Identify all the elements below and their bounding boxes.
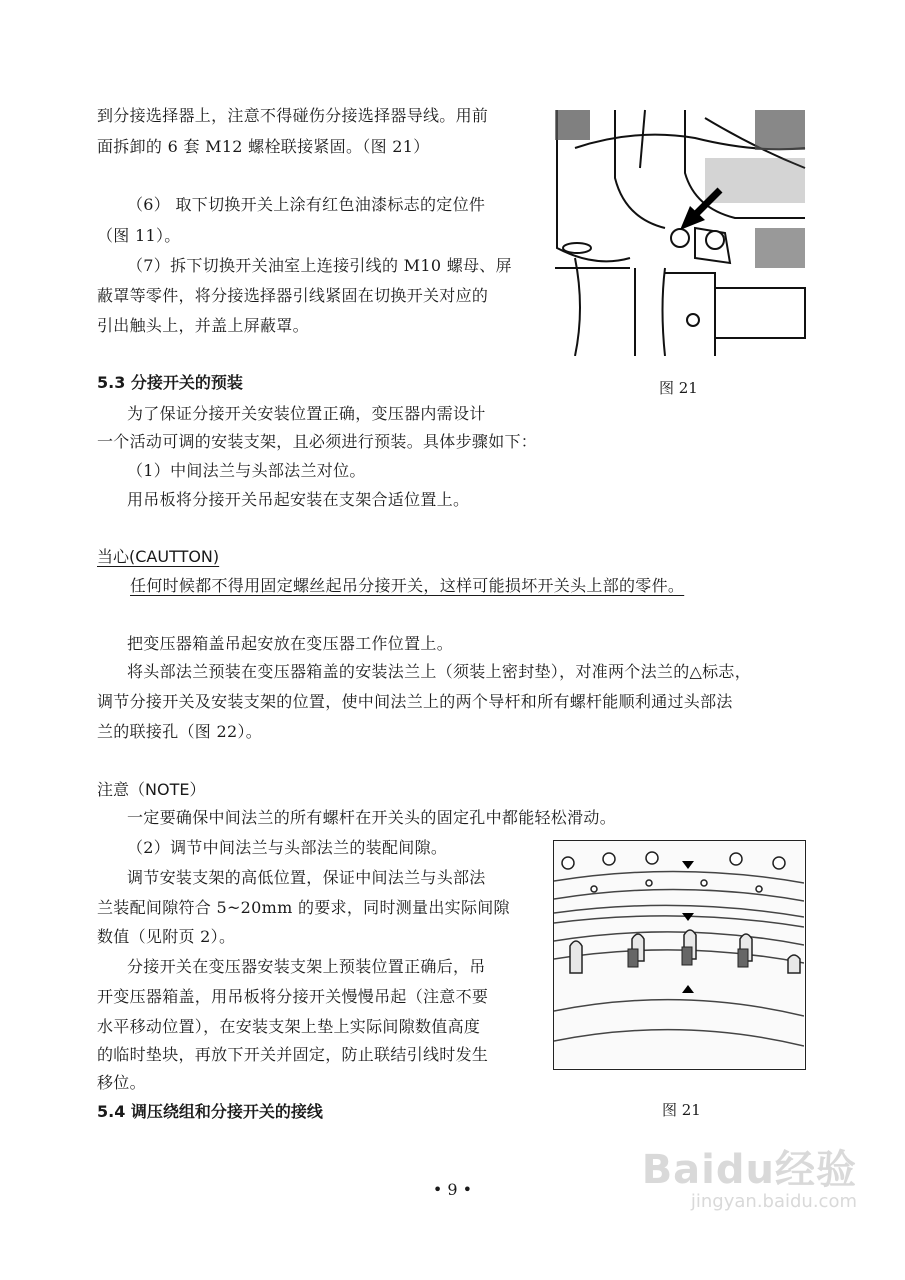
caution-text: 任何时候都不得用固定螺丝起吊分接开关，这样可能损坏开关头上部的零件。 — [130, 576, 685, 595]
paragraph-line: （图 11）。 — [97, 226, 181, 245]
paragraph-line: （6） 取下切换开关上涂有红色油漆标志的定位件 — [127, 195, 486, 214]
note-title: 注意（NOTE） — [97, 780, 206, 799]
watermark-logo: Baidu经验 — [641, 1147, 857, 1193]
paragraph-line: 水平移动位置），在安装支架上垫上实际间隙数值高度 — [97, 1017, 481, 1036]
paragraph-line: 数值（见附页 2）。 — [97, 927, 236, 946]
paragraph-line: 兰的联接孔（图 22）。 — [97, 722, 263, 741]
paragraph-line: 调节分接开关及安装支架的位置，使中间法兰上的两个导杆和所有螺杆能顺利通过头部法 — [97, 692, 733, 711]
figure-caption-top: 图 21 — [659, 379, 698, 397]
paragraph-line: 调节安装支架的高低位置，保证中间法兰与头部法 — [127, 868, 486, 887]
paragraph-line: 为了保证分接开关安装位置正确，变压器内需设计 — [127, 404, 486, 423]
paragraph-line: （7）拆下切换开关油室上连接引线的 M10 螺母、屏 — [127, 256, 512, 275]
paragraph-line: 把变压器箱盖吊起安放在变压器工作位置上。 — [127, 634, 454, 653]
paragraph-line: 的临时垫块，再放下开关并固定，防止联结引线时发生 — [97, 1045, 489, 1064]
flange-alignment-drawing — [554, 841, 804, 1068]
switch-assembly-drawing — [555, 108, 807, 356]
watermark-url: jingyan.baidu.com — [690, 1191, 857, 1212]
paragraph-line: （1）中间法兰与头部法兰对位。 — [127, 461, 366, 480]
paragraph-line: 用吊板将分接开关吊起安装在支架合适位置上。 — [127, 490, 470, 509]
paragraph-line: 移位。 — [97, 1073, 146, 1092]
paragraph-line: 分接开关在变压器安装支架上预装位置正确后，吊 — [127, 957, 486, 976]
paragraph-line: 开变压器箱盖，用吊板将分接开关慢慢吊起（注意不要 — [97, 987, 489, 1006]
page-number: • 9 • — [432, 1180, 473, 1199]
paragraph-line: （2）调节中间法兰与头部法兰的装配间隙。 — [127, 838, 448, 857]
paragraph-line: 引出触头上，并盖上屏蔽罩。 — [97, 316, 309, 335]
figure-caption-bottom: 图 21 — [662, 1101, 701, 1119]
paragraph-line: 蔽罩等零件，将分接选择器引线紧固在切换开关对应的 — [97, 286, 489, 305]
section-heading-5-3: 5.3 分接开关的预装 — [97, 373, 243, 392]
paragraph-line: 到分接选择器上，注意不得碰伤分接选择器导线。用前 — [97, 106, 489, 125]
watermark — [642, 1138, 857, 1212]
figure-flange-alignment — [553, 840, 806, 1070]
caution-title: 当心(CAUTTON) — [97, 547, 220, 566]
paragraph-line: 面拆卸的 6 套 M12 螺栓联接紧固。（图 21） — [97, 137, 430, 156]
section-heading-5-4: 5.4 调压绕组和分接开关的接线 — [97, 1102, 323, 1121]
note-text: 一定要确保中间法兰的所有螺杆在开关头的固定孔中都能轻松滑动。 — [127, 808, 617, 827]
paragraph-line: 一个活动可调的安装支架，且必须进行预装。具体步骤如下： — [97, 432, 538, 451]
figure-switch-assembly — [555, 108, 807, 356]
paragraph-line: 将头部法兰预装在变压器箱盖的安装法兰上（须装上密封垫），对准两个法兰的△标志， — [127, 662, 752, 681]
paragraph-line: 兰装配间隙符合 5~20mm 的要求，同时测量出实际间隙 — [97, 898, 510, 917]
